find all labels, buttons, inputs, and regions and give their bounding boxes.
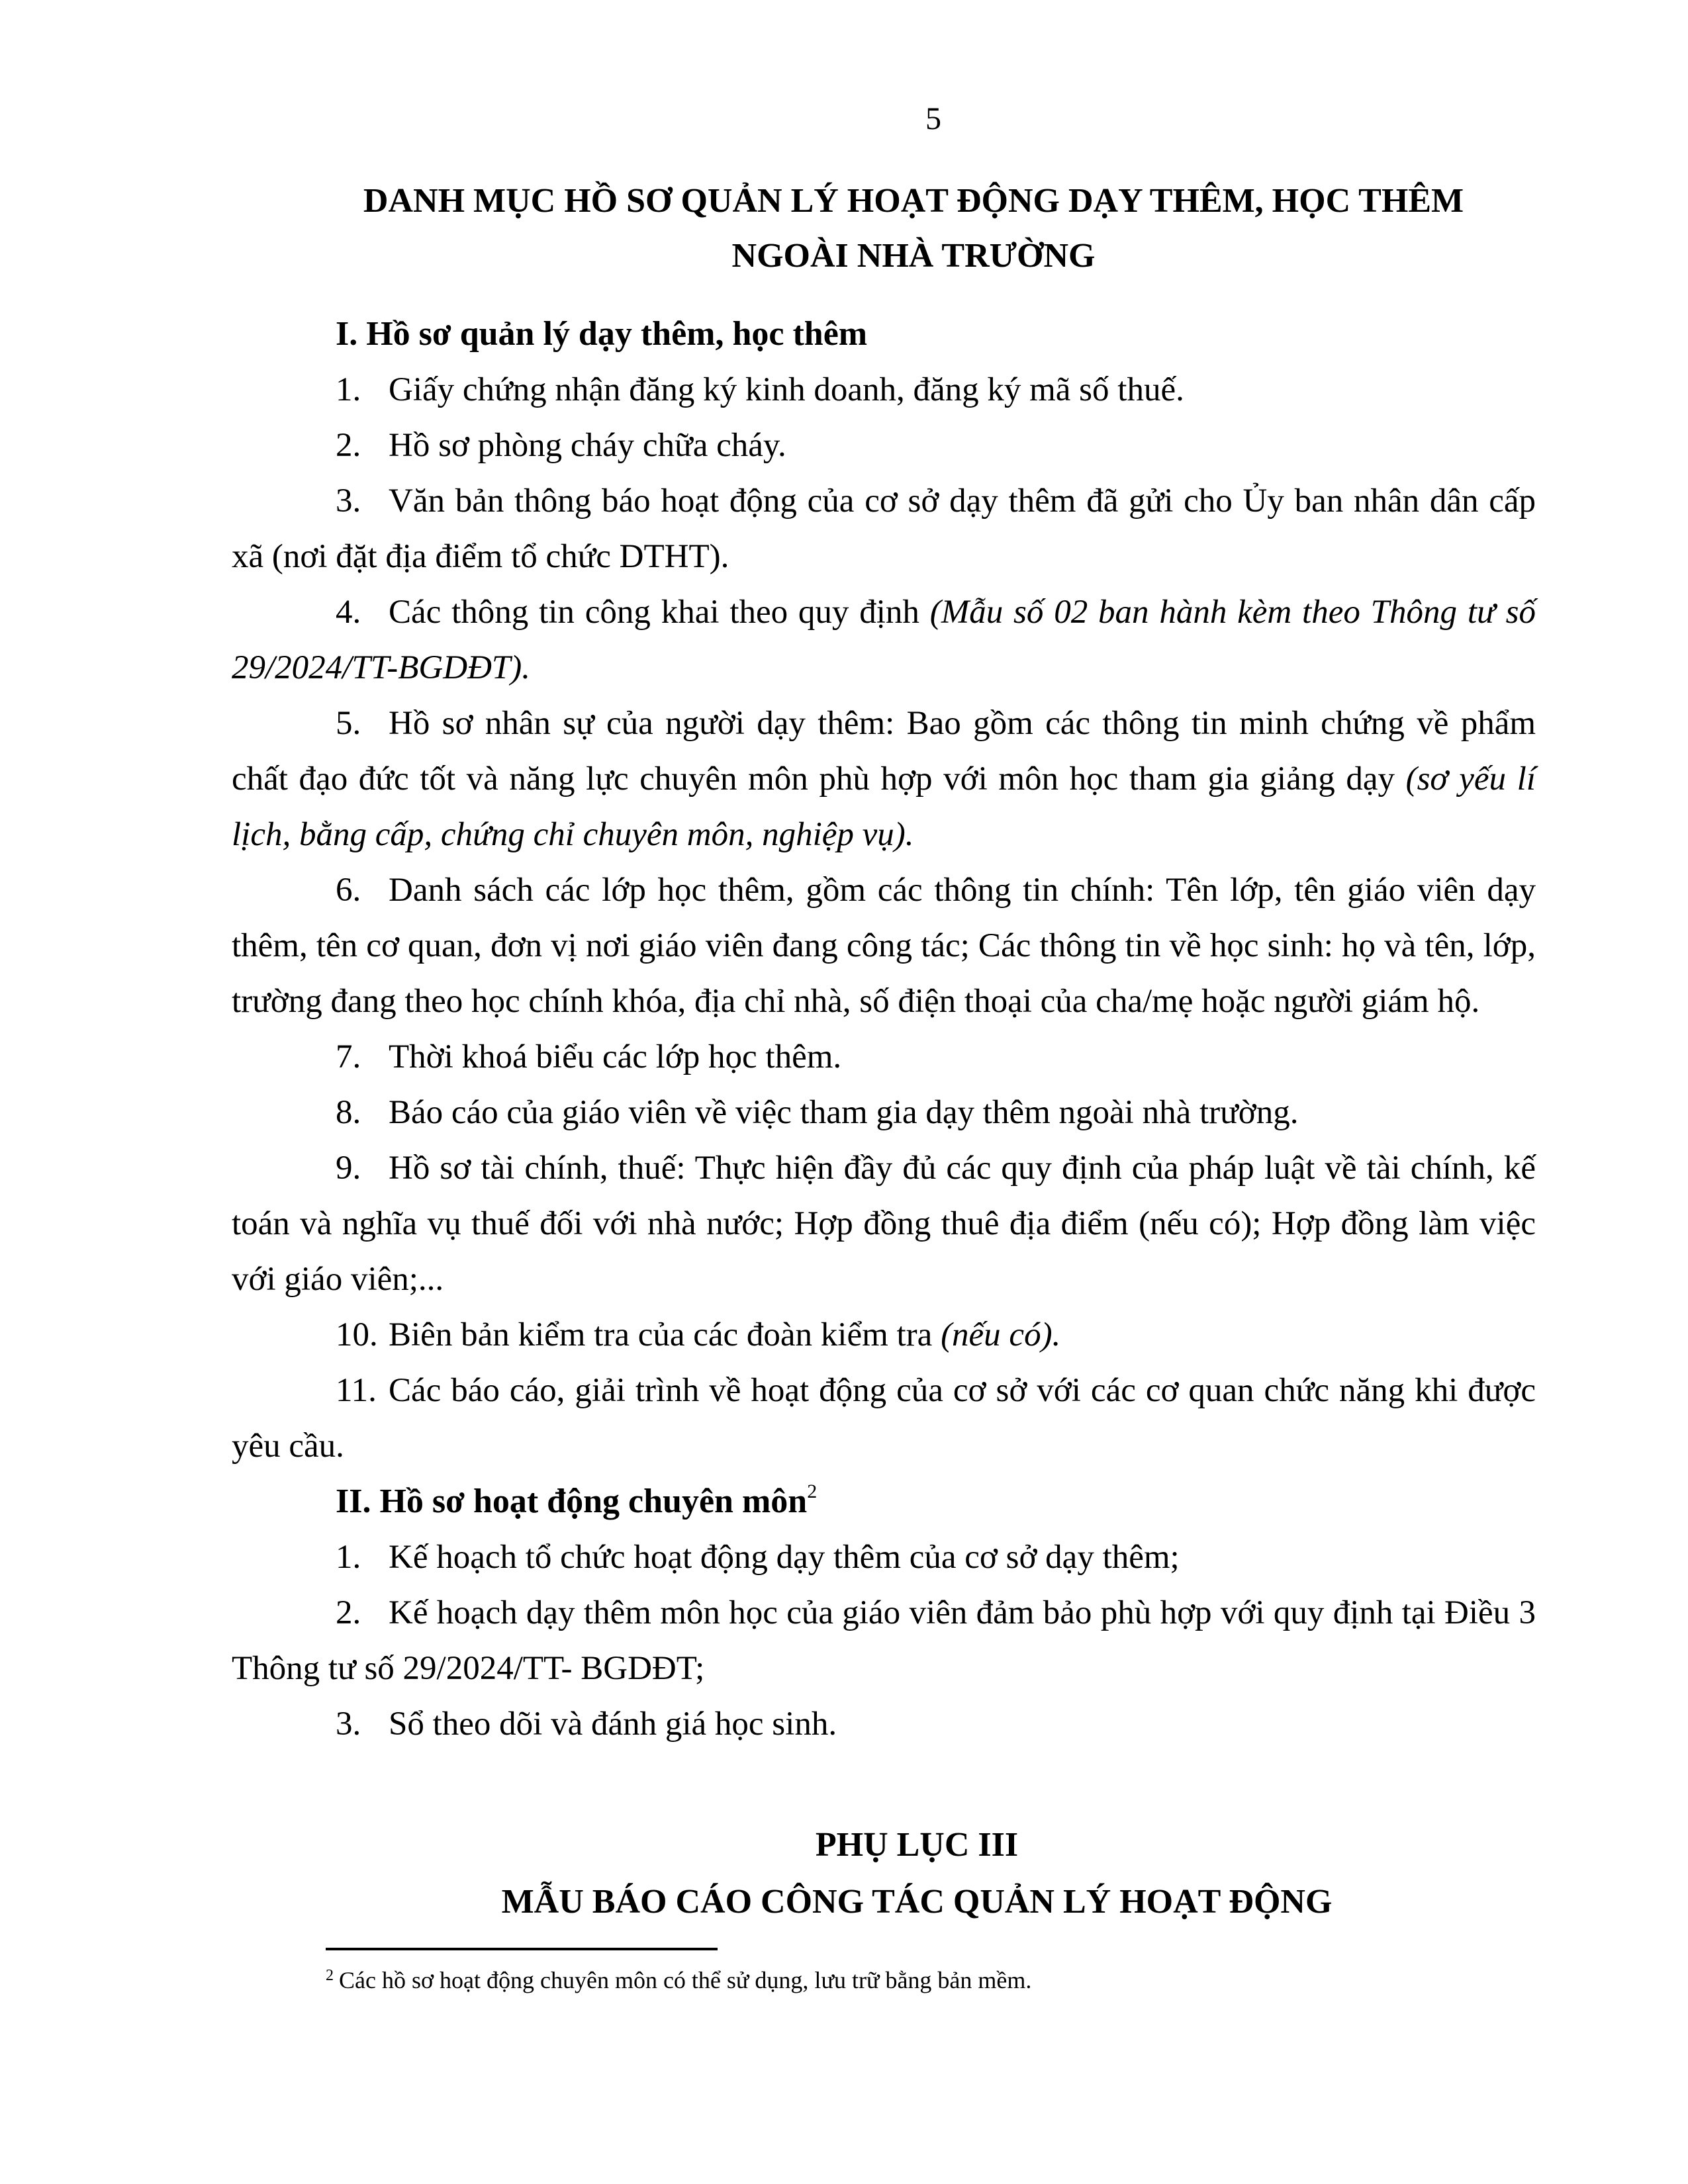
footnote-divider: [326, 1948, 718, 1950]
list-item: [232, 584, 1536, 696]
list-item-text: Hồ sơ phòng cháy chữa cháy.: [389, 427, 786, 464]
list-item-text: Kế hoạch tổ chức hoạt động dạy thêm của cơ sở dạy thêm;: [389, 1539, 1180, 1576]
list-item-number: 1.: [336, 371, 361, 408]
list-item-italic-note: (Mẫu số 02 ban hành kèm theo Thông tư số 29/2024/TT-BGDĐT).: [232, 594, 1536, 686]
list-item-number: 1.: [336, 1539, 361, 1576]
appendix-heading: [232, 1817, 1602, 1931]
list-item-number: 3.: [336, 482, 361, 520]
list-item-number: 6.: [336, 872, 361, 909]
list-item: [232, 1085, 1536, 1140]
list-item: [232, 1585, 1536, 1696]
list-item: [232, 1307, 1536, 1363]
list-item: [232, 862, 1536, 1029]
list-item: [232, 1140, 1536, 1307]
appendix-title: PHỤ LỤC III: [815, 1826, 1019, 1864]
list-item-text: Thời khoá biểu các lớp học thêm.: [389, 1038, 842, 1075]
list-item-text: Sổ theo dõi và đánh giá học sinh.: [389, 1706, 837, 1743]
list-item: [232, 1529, 1536, 1585]
list-item: [232, 1696, 1536, 1752]
list-item: [232, 1363, 1536, 1474]
list-item-text: Hồ sơ tài chính, thuế: Thực hiện đầy đủ các quy định của pháp luật về tài chính, kế toán và nghĩa vụ thuế đối với nhà nước; Hợp đồng thuê địa điểm (nếu có); Hợp đồng làm việc với giáo viên;...: [232, 1150, 1536, 1298]
list-item-number: 10.: [336, 1316, 378, 1353]
section-2-heading: [232, 1474, 1536, 1529]
list-item-text: Kế hoạch dạy thêm môn học của giáo viên đảm bảo phù hợp với quy định tại Điều 3 Thông tư số 29/2024/TT- BGDĐT;: [232, 1594, 1536, 1687]
list-item-number: 9.: [336, 1150, 361, 1187]
list-item-text: Danh sách các lớp học thêm, gồm các thông tin chính: Tên lớp, tên giáo viên dạy thêm, tên cơ quan, đơn vị nơi giáo viên đang công tác; Các thông tin về học sinh: họ và tên, lớp, trường đang theo học chính khóa, địa chỉ nhà, số điện thoại của cha/mẹ hoặc người giám hộ.: [232, 872, 1536, 1020]
list-item-text: Các thông tin công khai theo quy định: [389, 594, 930, 631]
appendix-subtitle: MẪU BÁO CÁO CÔNG TÁC QUẢN LÝ HOẠT ĐỘNG: [501, 1883, 1333, 1921]
list-item-number: 3.: [336, 1706, 361, 1743]
list-item-number: 5.: [336, 705, 361, 742]
document-title: [232, 173, 1536, 283]
list-item-text: Giấy chứng nhận đăng ký kinh doanh, đăng ký mã số thuế.: [389, 371, 1184, 408]
list-item: [232, 473, 1536, 584]
list-item: [232, 418, 1536, 473]
list-item-number: 2.: [336, 427, 361, 464]
section-2-list: [232, 1529, 1536, 1752]
list-item-number: 2.: [336, 1594, 361, 1631]
footnote-text: Các hồ sơ hoạt động chuyên môn có thể sử dụng, lưu trữ bằng bản mềm.: [339, 1967, 1032, 1993]
footnote: [326, 1964, 1517, 1996]
list-item-text: Báo cáo của giáo viên về việc tham gia dạy thêm ngoài nhà trường.: [389, 1094, 1299, 1131]
list-item-number: 4.: [336, 594, 361, 631]
list-item-text: Các báo cáo, giải trình về hoạt động của cơ sở với các cơ quan chức năng khi được yêu cầu.: [232, 1372, 1536, 1465]
list-item-text: Biên bản kiểm tra của các đoàn kiểm tra: [389, 1316, 941, 1353]
list-item-number: 11.: [336, 1372, 377, 1409]
footnote-marker: 2: [326, 1967, 334, 1984]
list-item-italic-note: (sơ yếu lí lịch, bằng cấp, chứng chỉ chuyên môn, nghiệp vụ).: [232, 760, 1536, 853]
document-title-line-1: DANH MỤC HỒ SƠ QUẢN LÝ HOẠT ĐỘNG DẠY THÊM, HỌC THÊM: [363, 182, 1464, 220]
list-item-text: Văn bản thông báo hoạt động của cơ sở dạy thêm đã gửi cho Ủy ban nhân dân cấp xã (nơi đặt địa điểm tổ chức DTHT).: [232, 482, 1536, 575]
document-title-line-2: NGOÀI NHÀ TRƯỜNG: [731, 237, 1096, 275]
document-body: [232, 173, 1536, 1752]
page-number: 5: [925, 101, 941, 136]
list-item: [232, 696, 1536, 862]
list-item-italic-note: (nếu có).: [941, 1316, 1061, 1353]
list-item-number: 7.: [336, 1038, 361, 1075]
list-item: [232, 1029, 1536, 1085]
section-1-list: [232, 362, 1536, 1474]
list-item-text: Hồ sơ nhân sự của người dạy thêm: Bao gồm các thông tin minh chứng về phẩm chất đạo đức tốt và năng lực chuyên môn phù hợp với môn học tham gia giảng dạy: [232, 705, 1536, 797]
list-item-number: 8.: [336, 1094, 361, 1131]
list-item: [232, 362, 1536, 418]
section-1-heading: I. Hồ sơ quản lý dạy thêm, học thêm: [336, 315, 868, 353]
footnote-reference: 2: [807, 1480, 818, 1502]
section-2-heading-text: II. Hồ sơ hoạt động chuyên môn: [336, 1482, 808, 1520]
